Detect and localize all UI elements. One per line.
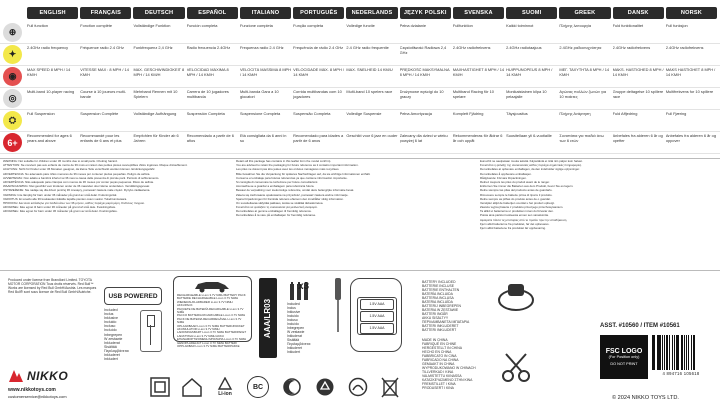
warnings-column-2 xyxy=(236,160,471,219)
language-header-12: NORSK xyxy=(666,7,717,19)
text-line: Bitte bewahren Sie die Verpackung für späteres Nachschlagen auf, da sie wichtige Informationen enthält. xyxy=(236,171,371,176)
feature-cell: Multiband Racing för 10 spelare xyxy=(452,90,494,99)
feature-cell: Pełna działanie xyxy=(399,24,427,28)
text-line: Det anbefales å ta vare på emballasjen for fremtidig referanse. xyxy=(236,213,317,218)
feature-cell: Full function xyxy=(27,24,48,28)
rechargeable-text xyxy=(177,294,248,349)
list-item: Incluso xyxy=(104,324,116,329)
li-ion-recycle-icon xyxy=(213,375,237,399)
feature-cell: Funzione completa xyxy=(239,24,273,28)
moon-recycle-icon xyxy=(280,375,304,399)
feature-cell: Frequenza radio 2.4 GHz xyxy=(239,46,284,50)
feature-row xyxy=(0,66,720,88)
list-item: Inklusive xyxy=(287,310,301,314)
list-item: Included xyxy=(287,302,300,306)
list-item: Sisältää xyxy=(287,338,300,342)
feature-cell: 2.4 GHz radio frequentie xyxy=(346,46,389,50)
recycling-icon xyxy=(313,375,337,399)
list-item: Inclus xyxy=(287,306,296,310)
language-header-5: PORTUGUÊS xyxy=(293,7,344,19)
bc-label: BC xyxy=(247,376,269,398)
cutting-icon xyxy=(496,350,536,386)
feature-cell: 2.4GHz radiofrekvens xyxy=(612,46,651,50)
feature-cell: Recommended for ages 6 years and above xyxy=(27,134,72,143)
language-header-7: JĘZYK POLSKI xyxy=(400,7,451,19)
language-header-row xyxy=(27,7,717,19)
warnings-column-1 xyxy=(3,160,228,214)
feature-cell: Multi-banda Gara a 10 giocatori xyxy=(239,90,279,99)
feature-cell: Full funksjon xyxy=(665,24,688,28)
feature-cell: Συνιστάται για παιδιά άνω των 6 ετών xyxy=(559,134,604,143)
feature-row xyxy=(0,44,720,66)
feature-cell: Multi-band 10-player racing xyxy=(27,90,75,94)
list-item: BATTERY INCLUDED xyxy=(422,280,456,284)
nikko-logo xyxy=(8,368,88,384)
feature-cell: Anbefales fra alderen 6 år og opefter xyxy=(612,134,663,143)
list-item: Περιλαμβάνεται xyxy=(287,342,311,346)
text-line: Conserve el embalaje para futuras referencias ya que contiene información importante. xyxy=(236,175,348,180)
text-line: ATTENTION: Ne convient pas aux enfants de moins de 36 mois en raison des petites pièces susceptibles d'être ingérées. Risque d'étouffement. xyxy=(3,163,188,168)
feature-row xyxy=(0,132,720,154)
barcode-bars xyxy=(652,335,710,370)
feature-cell: Full Fjæring xyxy=(665,112,687,116)
feature-cell: Kaikki toiminnot xyxy=(506,24,534,28)
made-in-china-list xyxy=(422,338,482,390)
feature-cell: Częstotliwość Radiowa 2,4 GHz xyxy=(399,46,447,55)
language-header-4: ITALIANO xyxy=(240,7,291,19)
feature-cell: MAX. GESCHWINDIGKEIT 8 MPH / 14 KM/H xyxy=(133,68,185,77)
list-item: BATERÍA INCLUIDA xyxy=(422,292,453,296)
frequency-icon: ✦ xyxy=(3,45,22,64)
list-item: PAQUETE DE BATERÍA RECARGABLE Li-ion 3.7V NiMH xyxy=(177,306,244,315)
text-line: Retirez toujours les piles du produit avant de le ranger. xyxy=(480,179,550,184)
license-text: Produced under license from Brandlord Limited. TOYOTA MOTOR CORPORATION Tous droits réservés. Red Bull™ Works are licensed by Red Bull GmbH/Austria. Les marques Red Bull® sont sous licence de Red Bull GmbH/Autriche. xyxy=(8,278,97,294)
text-line: Aconselha-se a guardar a embalagem para referência futura. xyxy=(236,184,315,189)
feature-cell: 2.4GHz ραδιοσυχνότητα xyxy=(559,46,602,50)
car-battery-box xyxy=(173,276,252,349)
feature-cell: Fullfunktion xyxy=(452,24,473,28)
asst-item-number: ASST. #10560 / ITEM #10561 xyxy=(600,323,680,329)
list-item: HERGESTELLT IN CHINA xyxy=(422,346,463,350)
list-item: Inbegrepen xyxy=(287,326,305,330)
feature-cell: MAKS HASTIGHET 8 MPH / 14 KM/H xyxy=(665,68,716,77)
list-item: Sisältää xyxy=(104,344,117,349)
feature-cell: Função completa xyxy=(293,24,324,28)
double-insulation-icon xyxy=(148,375,172,399)
list-item: BATTERIJ INBEGREPEN xyxy=(422,304,461,308)
list-item: AKKU SISÄLTYY xyxy=(422,316,449,320)
feature-cell: Recomendado a partir de 6 años xyxy=(186,134,234,143)
feature-cell: Gruppe deltagelse 10 spillere race xyxy=(612,90,664,99)
list-item: Included xyxy=(104,308,118,312)
language-header-9: SUOMI xyxy=(506,7,557,19)
bc-icon xyxy=(246,375,270,399)
feature-cell: Suspensión Completa xyxy=(186,112,225,116)
feature-cell: MAX. SNELHEID 14 KM/U xyxy=(346,68,393,72)
li-ion-label: Li-ion xyxy=(218,391,232,397)
list-item: Inkluderet xyxy=(287,346,302,350)
text-line: ADVERTENCIA: No adecuado para niños menores de 36 meses por contener piezas pequeñas. Peligro de asfixia. xyxy=(3,171,151,176)
list-item: MADE IN CHINA xyxy=(422,338,448,342)
feature-cell: Anbefales fra alderen 6 år og oppover xyxy=(665,134,716,143)
barcode xyxy=(650,335,712,379)
feature-cell: Vollständige Funktion xyxy=(133,24,171,28)
feature-cell: Suositellaan yli 6-vuotiaille xyxy=(506,134,552,138)
list-item: FREMSTILLET I KINA xyxy=(422,382,456,386)
copyright: © 2024 NIKKO TOYS LTD. xyxy=(612,395,679,401)
text-line: ADVARSEL: Ikke egnet til børn under 36 måneder på grund af små dele. Kvælningsfare. xyxy=(3,205,117,210)
text-line: Retain all this package has contains in this leaflet form the model confirm). xyxy=(236,159,332,163)
language-header-11: DANSK xyxy=(613,7,664,19)
text-line: Les piles ne doivent pas être jetées avec les ordures ménagères mais recyclées. xyxy=(236,167,340,172)
feature-cell: Drużynowe wyścigi do 10 graczy xyxy=(399,90,444,99)
text-line: Det anbefales at gemme emballagen til fremtidig reference. xyxy=(236,209,312,214)
feature-row xyxy=(0,110,720,132)
text-line: Συνιστάται η φύλαξη της συσκευασίας καθώς περιέχει σημαντικές πληροφορίες. xyxy=(480,163,582,168)
logo-text: NIKKO xyxy=(27,369,69,383)
indoor-use-icon xyxy=(180,375,204,399)
list-item: ΚΑΤΑΣΚΕΥΑΣΜΕΝΟ ΣΤΗΝ ΚΙΝΑ xyxy=(422,378,473,382)
text-line: WARNING: Not suitable for children under 36 months due to small parts. Choking hazard. xyxy=(3,159,118,163)
text-line: Zaleca się zachowanie opakowania na przyszłość, ponieważ zawiera ważne informacje. xyxy=(236,192,349,197)
text-line: Spara förpackningen för framtida referens eftersom den innehåller viktig information. xyxy=(236,196,344,201)
list-item: BATTERIE RECHARGEABLE Li-ion 3.7V NiMH xyxy=(177,296,239,301)
fsc-sub: (For Position only) xyxy=(608,355,640,359)
list-item: FABBRICATO IN CINA xyxy=(422,354,457,358)
list-item: Incluído xyxy=(287,322,299,326)
battery-count: x3 xyxy=(298,281,310,292)
age-icon: 6+ xyxy=(3,133,22,152)
divider xyxy=(0,270,720,271)
feature-cell: Funkfrequenz 2,4 GHz xyxy=(133,46,173,50)
feature-cell: Αγώνας πολλών ζωνών για 10 παίκτες xyxy=(559,90,607,99)
text-line: Eunuchit ne saelpelaan muuta tekstiä. Käytettäviä ei niitä niin paljon kuin haluat. xyxy=(480,159,583,163)
list-item: GEMAAKT IN CHINA xyxy=(422,362,455,366)
list-item: W zestawie xyxy=(287,330,305,334)
text-line: ACHTUNG: Nicht für Kinder unter 36 Monaten geeignet, da kleine Teile verschluckt werden können. Erstickungsgefahr. xyxy=(3,167,156,172)
email: customerservice@nikkotoys.com xyxy=(8,394,67,399)
included-list-2 xyxy=(287,302,325,354)
feature-cell: Multifrekvens for 10 spillere xyxy=(665,90,714,94)
text-line: Fjern alltid batteriene fra produktet før oppbevaring. xyxy=(480,226,546,230)
battery-slot-3: 1.5V AAA xyxy=(360,323,394,334)
language-header-10: GREEK xyxy=(559,7,610,19)
text-line: ADVARSEL: Ikke egnet for barn under 36 måneder på grunn av små deler. Kvelningsfare. xyxy=(3,209,118,214)
list-item: FABRICADO NA CHINA xyxy=(422,358,459,362)
text-line: Rimuovere sempre le batterie prima di riporre il prodotto. xyxy=(480,192,553,197)
fsc-title: FSC LOGO xyxy=(605,348,643,355)
text-line: Verwijder altijd de batterijen voordat u het product opbergt. xyxy=(480,200,555,205)
feature-cell: 2.4GHz radio frequency xyxy=(27,46,69,50)
battery-included-list xyxy=(422,280,482,332)
feature-cell: 2.4GHz radiofrekvens xyxy=(452,46,491,50)
barcode-digits: 4 894716 105618 xyxy=(662,371,700,376)
list-item: WIEDERAUFLADBARER Li-ion 3.7V NiMH AKKUPACK xyxy=(177,299,233,308)
feature-cell: Frequência de rádio 2.4 GHz xyxy=(293,46,344,50)
feature-row xyxy=(0,88,720,110)
list-item: Inklusive xyxy=(104,316,118,321)
feature-cell: Täysjousitus xyxy=(506,112,528,116)
warnings-column-3 xyxy=(480,160,716,231)
feature-cell: Recomendado para idades a partir de 6 anos xyxy=(293,134,344,143)
feature-cell: Πλήρης Ανάρτηση xyxy=(559,112,591,116)
text-line: Fjern altid batterierne fra produktet, før det opbevares. xyxy=(480,221,550,226)
text-line: Det anbefales å oppbevare emballasjen. xyxy=(480,171,532,176)
feature-cell: Course à 10 joueurs multi-bande xyxy=(80,90,126,99)
feature-cell: Función completa xyxy=(186,24,218,28)
battery-slot-1: 1.5V AAA xyxy=(360,299,394,310)
feature-cell: VITESSE MAX : 8 MPH / 14 KM/H xyxy=(80,68,129,77)
feature-cell: VELOCIDADE MÁX. 8 MPH / 14 KM/H xyxy=(293,68,344,77)
screwdriver-icon xyxy=(330,276,346,336)
feature-cell: Volledige Suspensie xyxy=(346,112,382,116)
text-line: AVVERTENZA: Non adatto a bambini inferiori ai 36 mesi a causa delle presenza di piccole parti. Pericolo di soffocamento. xyxy=(3,175,160,180)
list-item: VALMISTETTU KIINASSA xyxy=(422,374,462,378)
list-item: GENOPLADELIGT Li-ion 3.7V NiMH BATTERI xyxy=(177,340,237,345)
language-header-0: ENGLISH xyxy=(27,7,78,19)
text-line: OSTRZEŻENIE: Nie nadaje się dla dzieci poniżej 36 miesięcy, ponieważ zawiera małe części. Ryzyko zadławienia. xyxy=(3,188,151,193)
list-item: Inclus xyxy=(104,312,114,317)
weee-bin-icon xyxy=(378,375,402,399)
feature-cell: Volledige functie xyxy=(346,24,375,28)
text-line: On suositeltavaa säilyttää pakkaus, koska se sisältää tärkeää tietoa. xyxy=(236,200,324,205)
list-item: PACCO BATTERIA RICARICABILE Li-ion 3.7V NiMH xyxy=(177,313,246,318)
feature-cell: Fréquence radio 2.4 GHz xyxy=(80,46,124,50)
text-line: Det anbefales at opbevare emballagen, da den indeholder vigtige oplysninger. xyxy=(480,167,580,172)
feature-cell: Recommandé pour les enfants de 6 ans et plus xyxy=(80,134,122,143)
feature-cell: Fuld funktionalitet xyxy=(612,24,644,28)
list-item: WYPRODUKOWANO W CHINACH xyxy=(422,366,476,370)
list-item: Incluido xyxy=(104,320,117,325)
list-item: ΠΕΡΙΛΑΜΒΑΝΕΤΑΙ ΜΠΑΤΑΡΙΑ xyxy=(422,320,470,324)
list-item: PACK DE BATERIA RECARREGÁVEL Li-ion 3.7V NiMH xyxy=(177,316,242,325)
list-item: OPPLADBAR Li-ion 3.7V NiMH BATTERIPAKKE xyxy=(177,344,240,349)
feature-cell: Πλήρης λειτουργία xyxy=(559,24,592,28)
feature-cell: Pełna Amortyzacja xyxy=(399,112,432,116)
usb-cable-icon xyxy=(140,310,162,352)
charging-car-icon xyxy=(496,278,536,314)
battery-compartment xyxy=(350,278,402,352)
feature-cell: Età consigliata da 6 anni in su xyxy=(239,134,287,143)
list-item: AKUMULATOR Li-ion 3.7V NiMH xyxy=(177,327,220,332)
battery-type-banner xyxy=(259,278,277,358)
feature-cell: Suspension Complète xyxy=(80,112,119,116)
feature-cell: HUIPPUNOPEUS 8 MPH / 14 KM/H xyxy=(506,68,553,77)
multi-band-icon: ◎ xyxy=(3,89,22,108)
feature-cell: VELOCITÀ MASSIMA 8 MPH / 14 KM/H xyxy=(239,68,291,77)
text-line: WAARSCHUWING: Niet geschikt voor kinderen onder de 36 maanden door kleine onderdelen. Verstikkingsgevaar. xyxy=(3,184,150,189)
feature-cell: Geschikt voor 6 jaar en ouder xyxy=(346,134,398,138)
fsc-placeholder xyxy=(600,335,648,379)
nikko-mark-icon xyxy=(8,369,24,383)
text-line: Αφαιρείτε πάντα τις μπαταρίες από το προϊόν πριν την αποθήκευση. xyxy=(480,217,568,222)
feature-cell: Radio frecuencia 2.4GHz xyxy=(186,46,231,50)
battery-type: AAA/LR03 xyxy=(263,298,273,338)
text-line: ADVERTÊNCIA: Não adequado para crianças com menos de 36 meses por conter peças pequenas. Risco de asfixia. xyxy=(3,179,154,184)
feature-cell: PRĘDKOŚĆ MAKSYMALNA 8 MPH / 14 KM/H xyxy=(399,68,450,77)
feature-cell: Monikaistainen kilpa 10 pelaajalle xyxy=(506,90,547,99)
text-line: Retire sempre as pilhas do produto antes de o guardar. xyxy=(480,196,551,201)
list-item: Incluso xyxy=(287,318,298,322)
text-line: VARNING: Inte lämplig för barn under 36 månader på grund av små delar. Kvävningsrisk. xyxy=(3,192,118,197)
list-item: BATTERIE ENTHALTEN xyxy=(422,288,460,292)
list-item: ΕΠΑΝΑΦΟΡΤΙΖΟΜΕΝΗ ΜΠΑΤΑΡΙΑ Li-ion 3.7V NiMH xyxy=(177,337,247,342)
list-item: BATTERIE INCLUSE xyxy=(422,284,454,288)
usb-label: USB POWERED xyxy=(108,292,158,300)
text-line: Entfernen Sie immer die Batterien aus dem Produkt, bevor Sie es lagern. xyxy=(480,184,574,189)
list-item: Inkludert xyxy=(287,350,301,354)
list-item: LADDNINGSBART Li-ion 3.7V NiMH BATTERIPAKET xyxy=(177,330,247,335)
list-item: RECHARGEABLE Li-ion 3.7V NiMH BATTERY PACK xyxy=(177,293,246,297)
feature-cell: Corrida multibandas com 10 jogadores xyxy=(293,90,342,99)
list-item: Inkluderat xyxy=(287,334,302,338)
list-item: BATERIA W ZESTAWIE xyxy=(422,308,459,312)
feature-cell: Vollständige Aufhängung xyxy=(133,112,177,116)
list-item: Inkludert xyxy=(104,357,118,362)
feature-cell: MAX SPEED 8 MPH / 14 KM/H xyxy=(27,68,71,77)
list-item: W zestawie xyxy=(104,336,123,341)
list-item: HECHO EN CHINA xyxy=(422,350,452,354)
feature-cell: Carrera de 10 jugadores multibanda xyxy=(186,90,229,99)
list-item: FABRIQUÉ EN CHINE xyxy=(422,342,457,346)
feature-cell: Fuld Affjedring xyxy=(612,112,638,116)
feature-cell: Zalecany dla dzieci w wieku powyżej 6 lat xyxy=(399,134,448,143)
full-function-icon: ⊕ xyxy=(3,23,22,42)
text-line: Zawsze wyjmuj baterie z produktu przed jego przechowywaniem. xyxy=(480,205,564,210)
feature-cell: Mehrband Rennen mit 10 Spielern xyxy=(133,90,178,99)
text-line: Rådgivande: Förvara förpackningen. xyxy=(480,175,527,180)
list-item: Inkluderat xyxy=(104,340,120,345)
text-line: You are advised to retain the packaging for future reference as it contains important information. xyxy=(236,163,359,168)
language-header-8: SVENSKA xyxy=(453,7,504,19)
feature-cell: Komplett Fjädring xyxy=(452,112,484,116)
list-item: OPLAADBAAR Li-ion 3.7V NiMH BATTERIJPAKKET xyxy=(177,323,245,328)
list-item: Incluido xyxy=(287,314,299,318)
barcode-bar xyxy=(695,335,696,370)
text-line: Συνιστάται να φυλάξετε τη συσκευασία για μελλοντική αναφορά. xyxy=(236,205,318,210)
feature-cell: 2.4GHz radiotaajuus xyxy=(506,46,542,50)
language-header-2: DEUTSCH xyxy=(133,7,184,19)
feature-cell: VELOCIDAD MÁXIMA 8 MPH / 14 KM/H xyxy=(186,68,229,77)
suspension-icon: ⛭ xyxy=(3,111,22,130)
feature-cell: ΜΕΓ. ΤΑΧΥΤΗΤΑ 8 MPH / 14 KM/H xyxy=(559,68,610,77)
list-item: BATTERI INKLUDERT xyxy=(422,328,457,332)
feature-cell: MAXHASTIGHET 8 MPH / 14 KM/H xyxy=(452,68,505,77)
text-line: Si consiglia di conservare la confezione per future consultazioni. xyxy=(236,179,319,184)
text-line: Bewaar de verpakking voor toekomstige referentie, omdat deze belangrijke informatie bevat. xyxy=(236,188,355,193)
website: www.nikkotoys.com xyxy=(8,387,56,393)
list-item: PRODUSERT I KINA xyxy=(422,386,454,390)
feature-cell: Suspensão Completa xyxy=(293,112,331,116)
feature-cell: Fonction complète xyxy=(80,24,113,28)
feature-row xyxy=(0,22,720,44)
language-header-1: FRANÇAIS xyxy=(80,7,131,19)
feature-cell: MAKS. HASTIGHED 8 MPH / 14 KM/H xyxy=(612,68,664,77)
list-item: TILLVERKAD I KINA xyxy=(422,370,454,374)
language-header-6: NEDERLANDS xyxy=(346,7,397,19)
text-line: Retire siempre las pilas del producto antes de guardarlo. xyxy=(480,188,553,193)
feature-cell: Sospensione Completa xyxy=(239,112,281,116)
list-item: Περιλαμβάνεται xyxy=(104,348,129,353)
feature-cell: Multi-band 10 spelers race xyxy=(346,90,393,94)
text-line: Ta alltid ut batterierna ur produkten innan du förvarar den. xyxy=(480,209,554,214)
text-line: VAROITUS: Ei sovellu alle 36 kuukauden ikäisille lapsille pienten osien vuoksi. Tukehtumisvaara. xyxy=(3,196,127,201)
list-item: BATTERIA INCLUSA xyxy=(422,296,454,300)
speed-icon: ◉ xyxy=(3,67,22,86)
list-item: BATTERI INGÅR xyxy=(422,312,448,316)
language-header-3: ESPAÑOL xyxy=(187,7,238,19)
usb-powered-badge xyxy=(104,287,162,305)
feature-cell: Full Suspension xyxy=(27,112,55,116)
list-item: Inkluderet xyxy=(104,353,120,358)
feature-cell: Rekommenderas för åldrar 6 år och uppåt xyxy=(452,134,503,143)
list-item: Inbegrepen xyxy=(104,332,123,337)
battery-slot-2: 1.5V AAA xyxy=(360,311,394,322)
feature-cell: Empfohlen für Kinder ab 6 Jahren xyxy=(133,134,179,143)
fsc-note: DO NOT PRINT xyxy=(610,362,638,366)
car-icon xyxy=(192,279,232,293)
list-item: Incluído xyxy=(104,328,117,333)
text-line: Poista aina paristot tuotteesta ennen sen varastointia. xyxy=(480,213,549,218)
list-item: BATTERI INKLUDERET xyxy=(422,324,459,328)
list-item: BATERIA INCLUÍDA xyxy=(422,300,453,304)
text-line: ΠΡΟΣΟΧΗ: Δεν είναι κατάλληλο για παιδιά κάτω των 36 μηνών, καθώς περιέχει μικρά μέρη. Κίνδυνος πνιγμού. xyxy=(3,200,145,205)
list-item: LADATTAVA Li-ion 3.7V NiMH AKKU xyxy=(177,333,225,338)
feature-cell: 2.4GHz radiofrekvens xyxy=(665,46,704,50)
ce-like-icon xyxy=(346,375,370,399)
